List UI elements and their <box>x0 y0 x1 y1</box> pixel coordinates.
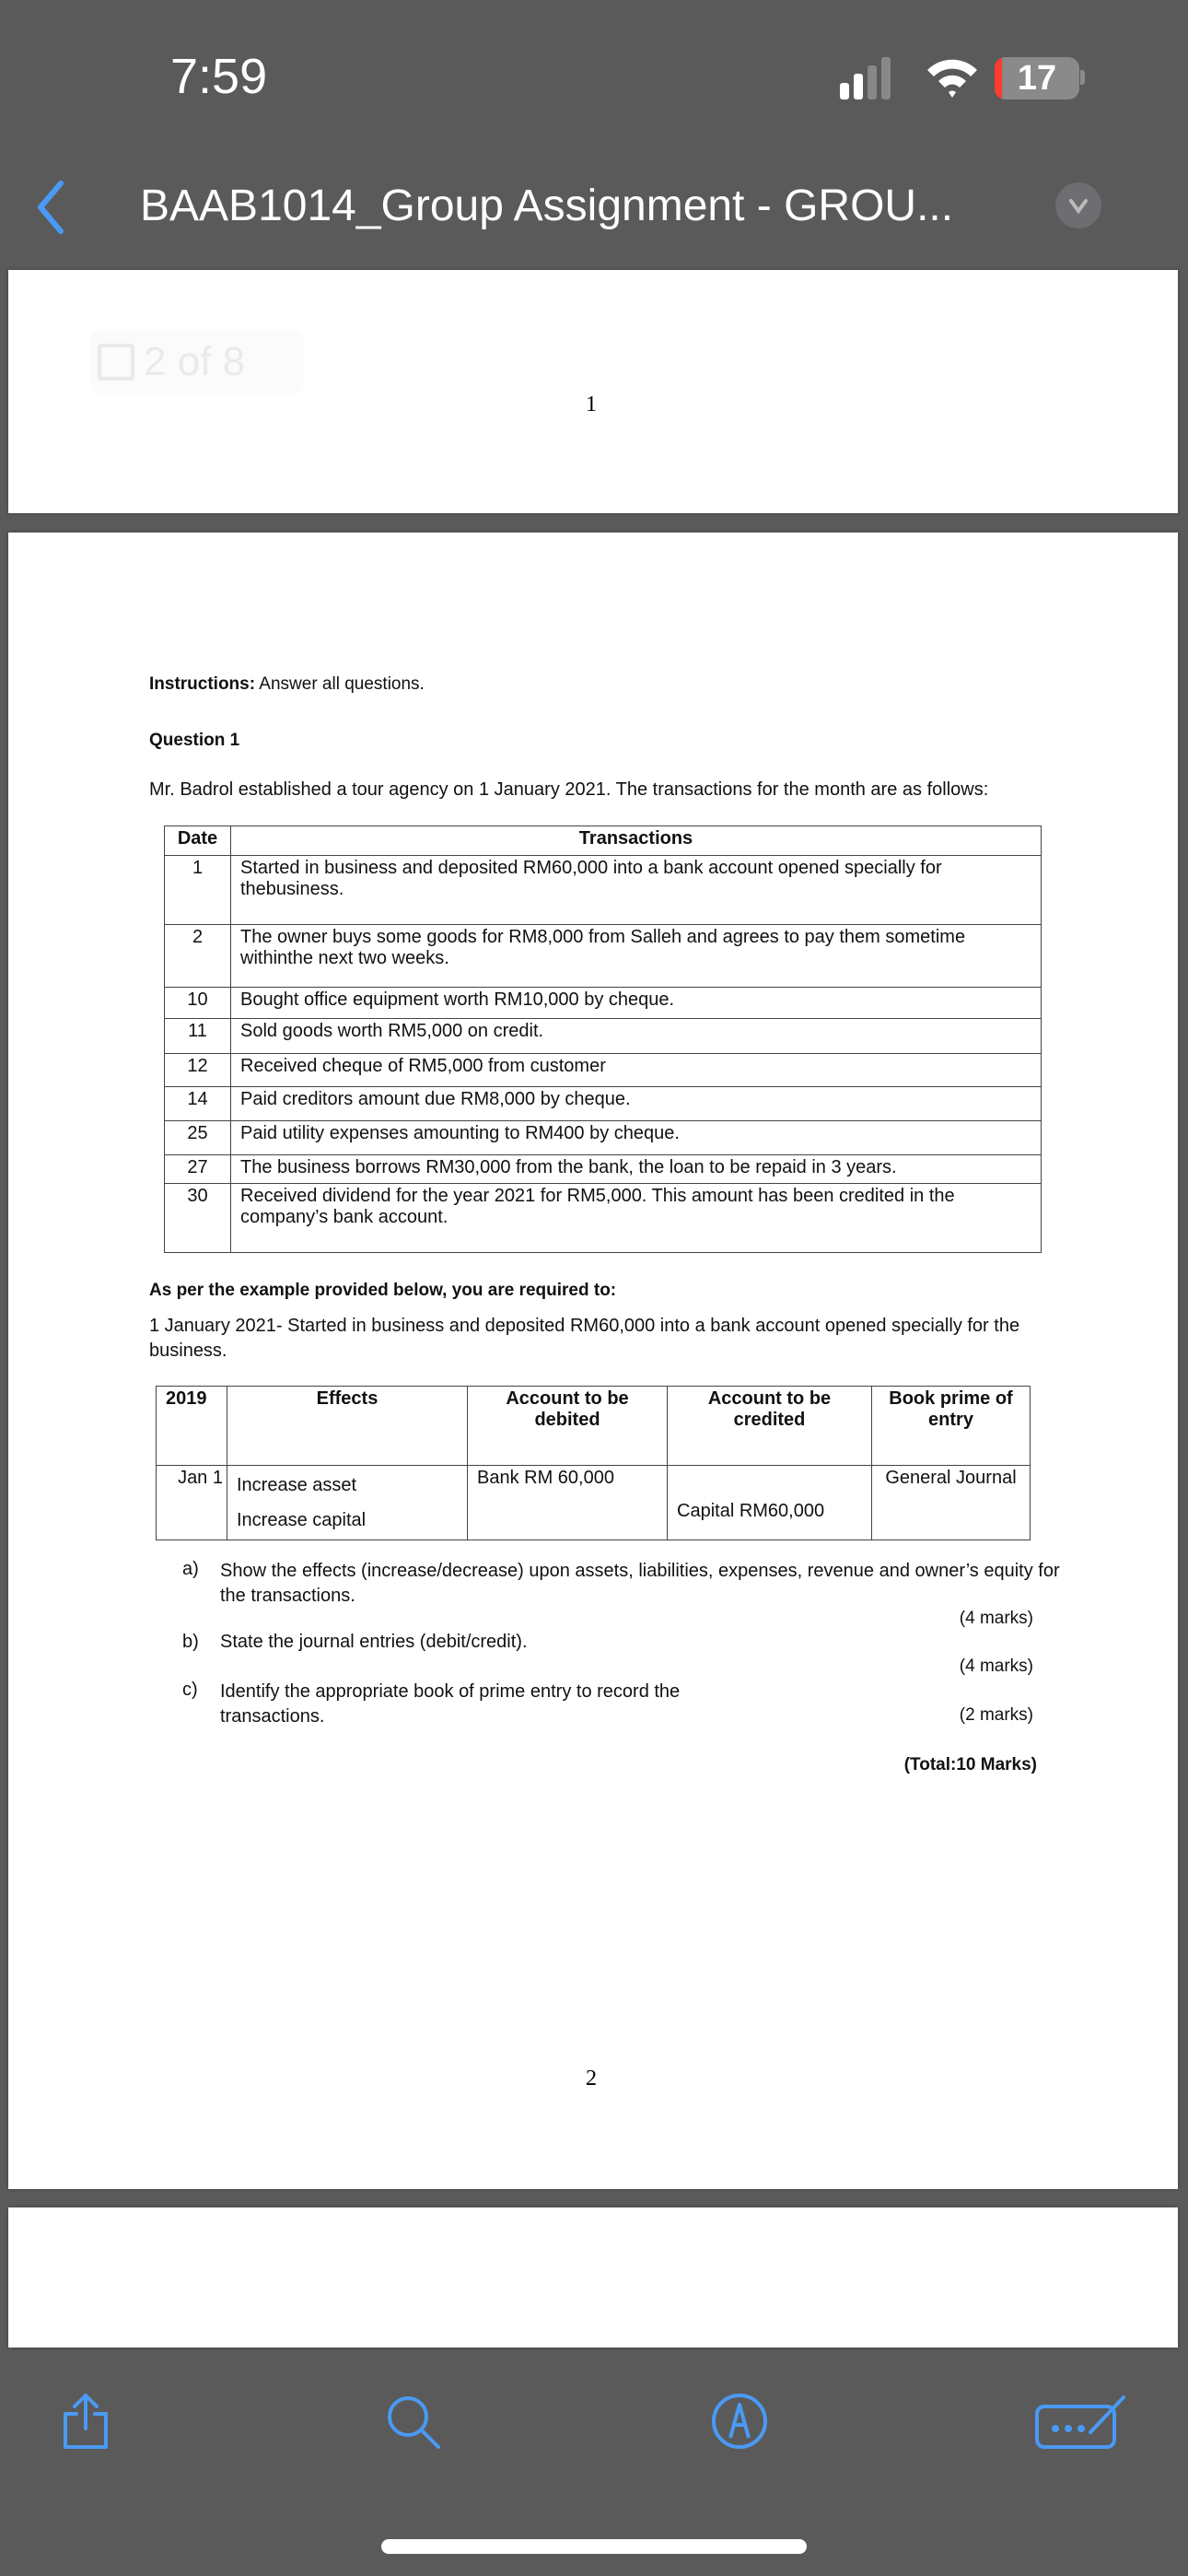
search-icon[interactable] <box>383 2392 442 2451</box>
page-number: 1 <box>586 392 597 416</box>
title-menu-button[interactable] <box>1055 182 1101 228</box>
table-row <box>165 1087 1042 1121</box>
markup-icon[interactable] <box>710 2392 769 2451</box>
col-effects: Effects <box>227 1387 468 1466</box>
table-row <box>165 1019 1042 1054</box>
home-indicator[interactable] <box>381 2539 807 2554</box>
table-row <box>165 1054 1042 1087</box>
share-icon[interactable] <box>56 2392 115 2451</box>
back-chevron-icon[interactable] <box>33 180 70 235</box>
transactions-table <box>164 825 1042 1253</box>
row-text: Bought office equipment worth RM10,000 by cheque. <box>231 988 1042 1019</box>
total-marks: (Total:10 Marks) <box>903 1755 1037 1774</box>
credit-cell: Capital RM60,000 <box>668 1466 872 1540</box>
question-b: State the journal entries (debit/credit). <box>220 1632 528 1652</box>
col-year: 2019 <box>157 1387 227 1466</box>
table-row <box>165 856 1042 925</box>
page-count: 2 of 8 <box>144 339 246 384</box>
col-transactions: Transactions <box>231 826 1042 856</box>
col-debited: Account to be debited <box>468 1387 668 1466</box>
thumbnails-icon <box>98 344 134 381</box>
col-credited: Account to be credited <box>668 1387 872 1466</box>
pdf-page-3 <box>8 2207 1178 2348</box>
effect-1: Increase asset <box>237 1475 357 1495</box>
book-cell: General Journal <box>872 1466 1031 1540</box>
instructions <box>149 674 425 695</box>
question-c-marks: (2 marks) <box>959 1705 1033 1725</box>
status-time: 7:59 <box>170 49 268 104</box>
table-row <box>165 1184 1042 1253</box>
col-book: Book prime of entry <box>872 1387 1031 1466</box>
cellular-signal-icon <box>840 57 904 100</box>
table-row <box>165 1121 1042 1155</box>
row-text: Paid utility expenses amounting to RM400 by cheque. <box>231 1121 1042 1155</box>
example-table <box>156 1386 1031 1540</box>
row-text: Received cheque of RM5,000 from customer <box>231 1054 1042 1087</box>
question-a: Show the effects (increase/decrease) upon assets, liabilities, expenses, revenue and owner’s equity for the transactions. <box>220 1561 1060 1606</box>
wifi-icon <box>926 55 979 98</box>
question-heading: Question 1 <box>149 731 240 750</box>
col-date: Date <box>165 826 231 856</box>
battery-indicator <box>995 57 1079 100</box>
row-date: Jan 1 <box>157 1466 227 1540</box>
row-text: The business borrows RM30,000 from the bank, the loan to be repaid in 3 years. <box>231 1155 1042 1184</box>
instructions-label: Instructions: <box>149 674 256 694</box>
row-date: 1 <box>165 856 231 925</box>
example-text: 1 January 2021- Started in business and deposited RM60,000 into a bank account opened specially for the business. <box>149 1316 1020 1361</box>
question-c-label: c) <box>182 1680 198 1700</box>
row-date: 2 <box>165 925 231 988</box>
table-row <box>165 925 1042 988</box>
battery-tip <box>1080 70 1085 85</box>
required-text: As per the example provided below, you are required to: <box>149 1281 617 1300</box>
row-text: Sold goods worth RM5,000 on credit. <box>231 1019 1042 1054</box>
row-text: The owner buys some goods for RM8,000 from Salleh and agrees to pay them sometime withinthe next two weeks. <box>231 925 1042 988</box>
intro-text: Mr. Badrol established a tour agency on 1 January 2021. The transactions for the month are as follows: <box>149 779 989 800</box>
question-a-marks: (4 marks) <box>959 1609 1033 1628</box>
row-date: 12 <box>165 1054 231 1087</box>
question-b-label: b) <box>182 1632 199 1652</box>
question-a-label: a) <box>182 1559 199 1579</box>
page-number: 2 <box>586 2067 597 2090</box>
table-row <box>157 1466 1031 1540</box>
page-indicator <box>90 329 304 395</box>
effect-2: Increase capital <box>237 1510 367 1530</box>
battery-level: 17 <box>1017 59 1057 98</box>
table-row <box>165 1155 1042 1184</box>
document-title[interactable]: BAAB1014_Group Assignment - GROU... <box>140 181 954 230</box>
row-text: Received dividend for the year 2021 for RM5,000. This amount has been credited in the company’s bank account. <box>231 1184 1042 1253</box>
table-row <box>165 988 1042 1019</box>
row-text: Paid creditors amount due RM8,000 by cheque. <box>231 1087 1042 1121</box>
row-date: 25 <box>165 1121 231 1155</box>
instructions-text: Answer all questions. <box>255 674 425 694</box>
row-date: 10 <box>165 988 231 1019</box>
row-date: 14 <box>165 1087 231 1121</box>
row-date: 30 <box>165 1184 231 1253</box>
question-c: Identify the appropriate book of prime entry to record the transactions. <box>220 1681 681 1727</box>
more-actions-icon[interactable] <box>1033 2392 1129 2451</box>
row-date: 27 <box>165 1155 231 1184</box>
question-b-marks: (4 marks) <box>959 1657 1033 1676</box>
chevron-down-icon <box>1055 182 1101 228</box>
debit-cell: Bank RM 60,000 <box>468 1466 668 1540</box>
row-date: 11 <box>165 1019 231 1054</box>
row-text: Started in business and deposited RM60,000 into a bank account opened specially for thebusiness. <box>231 856 1042 925</box>
